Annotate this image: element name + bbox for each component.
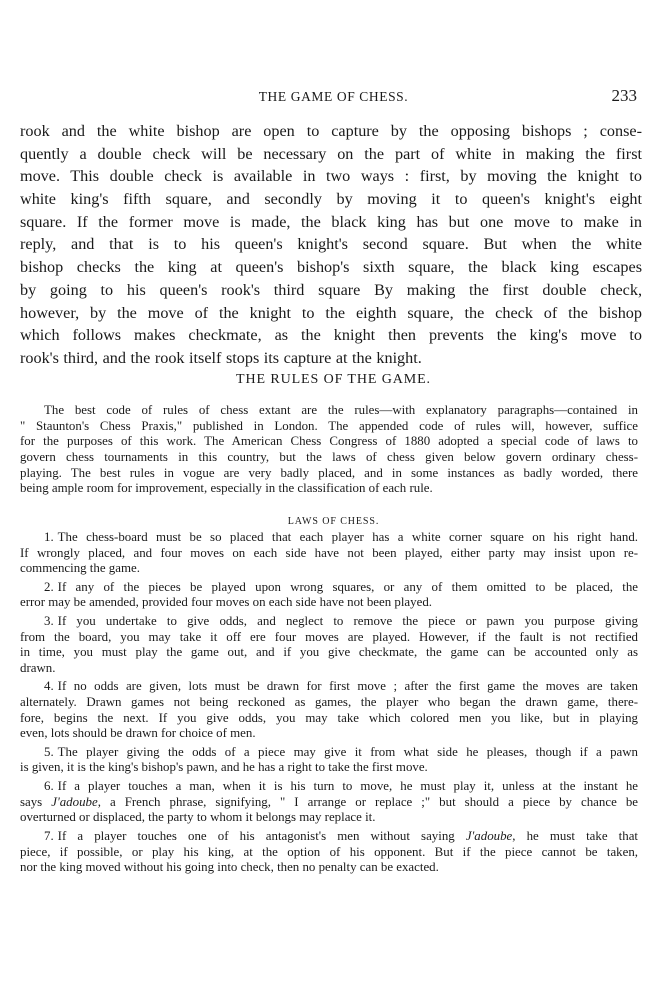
rule-line: alternately. Drawn games not being reckoned as games, the player who began the drawn game, there- xyxy=(20,695,638,710)
body-line: rook and the white bishop are open to capture by the opposing bishops ; conse- xyxy=(20,122,642,140)
rule-number: 1. xyxy=(44,530,54,544)
rule-line: says J'adoube, a French phrase, signifying, " I arrange or replace ;" but should a piece by chance be xyxy=(20,794,638,809)
rule-line: error may be amended, provided four moves on each side have not been played. xyxy=(20,595,432,610)
rule-line: overturned or displaced, the party to whom it belongs may replace it. xyxy=(20,810,376,825)
rule-number: 5. xyxy=(44,744,54,759)
body-line: move. This double check is available in two ways : first, by moving the knight to xyxy=(20,167,642,186)
rule-line xyxy=(20,779,638,795)
intro-line: being ample room for improvement, especially in the classification of each rule. xyxy=(20,481,433,496)
body-line: quently a double check will be necessary on the part of white in making the first xyxy=(20,144,642,163)
rule-text: The player giving the odds of a piece may give it from what side he pleases, though if a pawn xyxy=(57,744,638,759)
body-line: which follows makes checkmate, as the knight then prevents the king's move to xyxy=(20,326,642,345)
foreign-term: J'adoube xyxy=(51,794,98,809)
rules-list xyxy=(20,530,638,879)
foreign-term: J'adoube xyxy=(465,828,513,843)
laws-heading: LAWS OF CHESS. xyxy=(287,516,380,527)
rule-line: fore, begins the next. If you give odds, you may take which colored men you like, but in playing xyxy=(20,710,638,725)
rule-line: is given, it is the king's bishop's pawn, and he has a right to take the first move. xyxy=(20,760,428,775)
rule-line: drawn. xyxy=(20,660,56,675)
rule-line: nor the king moved without his going into check, then no penalty can be exacted. xyxy=(20,860,439,875)
section-heading: THE RULES OF THE GAME. xyxy=(236,372,431,387)
rule-line xyxy=(20,580,638,596)
rule-item xyxy=(20,530,638,577)
running-title: THE GAME OF CHESS. xyxy=(258,89,409,104)
rule-text: The chess-board must be so placed that each player has a white corner square on his right hand. xyxy=(57,530,638,544)
rule-text: If no odds are given, lots must be drawn for first move ; after the first game the moves are taken xyxy=(57,679,638,694)
body-line: rook's third, and the rook itself stops its capture at the knight. xyxy=(20,348,422,367)
body-line: however, by the move of the knight to the eighth square, the check of the bishop xyxy=(20,303,642,322)
intro-line: The best code of rules of chess extant are the rules—with explanatory paragraphs—contained in xyxy=(44,403,638,417)
rule-item xyxy=(20,614,638,676)
rule-text: If any of the pieces be played upon wrong squares, or any of them omitted to be placed, the xyxy=(57,579,638,594)
rule-number: 6. xyxy=(44,779,54,794)
rule-line: If wrongly placed, and four moves on each side have not been played, either party may insist upon re- xyxy=(20,545,638,560)
rule-line xyxy=(20,679,638,695)
rule-item xyxy=(20,779,638,826)
rule-line: from the board, you may take it off ere four moves are played. However, if the fault is not rectified xyxy=(20,629,638,644)
rule-line xyxy=(20,829,638,845)
body-paragraph xyxy=(20,120,642,370)
intro-line: " Staunton's Chess Praxis," published in London. The appended code of rules will, however, suffice xyxy=(20,418,638,433)
rule-line xyxy=(20,530,638,546)
rule-line: commencing the game. xyxy=(20,561,140,576)
body-line: by going to his queen's rook's third square By making the first double check, xyxy=(20,280,642,299)
rule-line: even, lots should be drawn for choice of men. xyxy=(20,726,256,741)
page-number: 233 xyxy=(611,86,637,105)
rule-text: If a player touches a man, when it is his turn to move, he must play it, unless at the instant he xyxy=(57,779,638,794)
rule-item xyxy=(20,679,638,741)
intro-paragraph xyxy=(20,403,638,497)
rule-number: 3. xyxy=(44,614,54,629)
rule-number: 7. xyxy=(44,828,54,843)
body-line: white king's fifth square, and secondly by moving it to queen's knight's eight xyxy=(20,190,642,209)
rule-text: If you undertake to give odds, and neglect to remove the piece or pawn you purpose giving xyxy=(57,614,638,629)
rule-line xyxy=(20,614,638,630)
running-head xyxy=(0,86,667,110)
rule-item xyxy=(20,580,638,611)
intro-line: playing. The best rules in vogue are very badly placed, and in some instances as badly worded, there xyxy=(20,465,638,480)
rule-item xyxy=(20,745,638,776)
rule-number: 4. xyxy=(44,679,54,694)
rule-number: 2. xyxy=(44,579,54,594)
body-line: bishop checks the king at queen's bishop's sixth square, the black king escapes xyxy=(20,258,642,277)
rule-text: If a player touches one of his antagonist's men without saying J'adoube, he must take that xyxy=(57,828,638,843)
rule-line: piece, if possible, or play his king, at the option of his opponent. But if the piece cannot be taken, xyxy=(20,844,638,859)
rule-line: in time, you must play the game out, and if you give checkmate, the game can be accounted only as xyxy=(20,645,638,660)
rule-item xyxy=(20,829,638,876)
intro-line: govern chess tournaments in this country, but the laws of chess given below govern ordinary chess- xyxy=(20,450,638,465)
intro-line: for the purposes of this work. The American Chess Congress of 1880 adopted a special code of laws to xyxy=(20,434,638,449)
body-line: square. If the former move is made, the black king has but one move to make in xyxy=(20,212,642,231)
rule-line xyxy=(20,745,638,761)
body-line: reply, and that is to his queen's knight's second square. But when the white xyxy=(20,235,642,254)
